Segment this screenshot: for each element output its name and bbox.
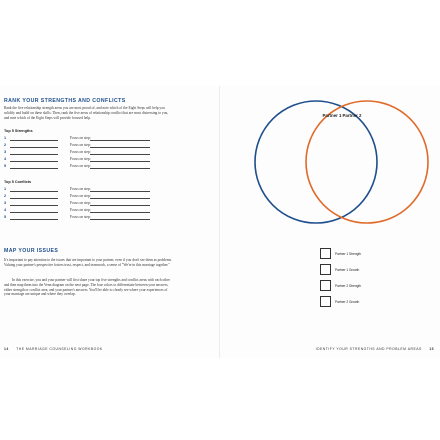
strengths-heading: Top 5 Strengths bbox=[4, 129, 33, 133]
rank-number: 1 bbox=[4, 136, 7, 140]
focus-blank[interactable] bbox=[90, 212, 150, 213]
venn-diagram bbox=[220, 86, 440, 246]
conflict-row bbox=[4, 201, 164, 206]
legend-item bbox=[320, 296, 420, 308]
focus-blank[interactable] bbox=[90, 198, 150, 199]
rank-number: 2 bbox=[4, 194, 7, 198]
partner-1-circle bbox=[255, 101, 377, 223]
rank-instructions: Rank the five relationship strength areas you are most proud of, and note which of the Eight Steps will help you solidify and build on these skills. Then, rank the five areas of relationship conflict that are most distressing to you, and note which of the Eight Steps will provide focused help. bbox=[4, 106, 169, 120]
issues-paragraph-2: In this exercise, you and your partner will first share your top five strengths and conflict areas with each other and then map them into the Venn diagram on the next page. The four colors to differentiate between your answers, either strength or conflict area, and your partner's answers. You'll be able to clearly see where your experiences of your marriage are unique and where they overlap. bbox=[4, 278, 170, 297]
conflict-row bbox=[4, 208, 164, 213]
conflict-row bbox=[4, 187, 164, 192]
focus-label: Focus on step: bbox=[70, 143, 91, 147]
strength-row bbox=[4, 136, 164, 141]
partner-2-circle bbox=[306, 101, 428, 223]
conflicts-heading: Top 5 Conflicts bbox=[4, 180, 32, 184]
conflict-blank[interactable] bbox=[10, 212, 58, 213]
strength-blank[interactable] bbox=[10, 140, 58, 141]
strength-blank[interactable] bbox=[10, 154, 58, 155]
conflict-row bbox=[4, 215, 164, 220]
legend-item bbox=[320, 248, 420, 260]
rank-number: 3 bbox=[4, 201, 7, 205]
rank-heading: RANK YOUR STRENGTHS AND CONFLICTS bbox=[4, 98, 126, 104]
focus-label: Focus on step: bbox=[70, 208, 91, 212]
focus-label: Focus on step: bbox=[70, 194, 91, 198]
legend-checkbox[interactable] bbox=[320, 264, 331, 275]
strength-row bbox=[4, 150, 164, 155]
page-number: 14 bbox=[4, 347, 9, 351]
focus-blank[interactable] bbox=[90, 191, 150, 192]
legend-label: Partner 2 Strength bbox=[335, 284, 362, 288]
page-number: 15 bbox=[429, 347, 434, 351]
legend-item bbox=[320, 264, 420, 276]
conflict-row bbox=[4, 194, 164, 199]
legend-label: Partner 1 Growth bbox=[335, 268, 360, 272]
rank-number: 5 bbox=[4, 164, 7, 168]
focus-label: Focus on step: bbox=[70, 150, 91, 154]
left-page bbox=[0, 86, 220, 358]
focus-blank[interactable] bbox=[90, 219, 150, 220]
partner-1-label: Partner 1 bbox=[322, 113, 342, 118]
conflict-blank[interactable] bbox=[10, 198, 58, 199]
legend-item bbox=[320, 280, 420, 292]
rank-number: 1 bbox=[4, 187, 7, 191]
rank-number: 3 bbox=[4, 150, 7, 154]
focus-blank[interactable] bbox=[90, 154, 150, 155]
legend-label: Partner 2 Growth bbox=[335, 300, 360, 304]
rank-number: 4 bbox=[4, 157, 7, 161]
left-footer bbox=[4, 347, 103, 351]
focus-blank[interactable] bbox=[90, 205, 150, 206]
issues-paragraph-1: It's important to pay attention to the issues that are important to your partner, even if you don't see them as problems. Valuing your partner's perspective fosters trust, respect, and teamwork, a sense of "We're in this marriage together." bbox=[4, 258, 172, 267]
focus-blank[interactable] bbox=[90, 168, 150, 169]
conflict-blank[interactable] bbox=[10, 219, 58, 220]
focus-blank[interactable] bbox=[90, 161, 150, 162]
issues-heading: MAP YOUR ISSUES bbox=[4, 248, 59, 254]
legend-label: Partner 1 Strength bbox=[335, 252, 362, 256]
focus-blank[interactable] bbox=[90, 140, 150, 141]
rank-number: 2 bbox=[4, 143, 7, 147]
legend-checkbox[interactable] bbox=[320, 296, 331, 307]
strength-blank[interactable] bbox=[10, 147, 58, 148]
strength-row bbox=[4, 143, 164, 148]
conflict-blank[interactable] bbox=[10, 205, 58, 206]
book-title: THE MARRIAGE COUNSELING WORKBOOK bbox=[16, 347, 103, 351]
legend-checkbox[interactable] bbox=[320, 248, 331, 259]
focus-label: Focus on step: bbox=[70, 164, 91, 168]
chapter-title: IDENTIFY YOUR STRENGTHS AND PROBLEM AREAS bbox=[315, 347, 422, 351]
rank-number: 4 bbox=[4, 208, 7, 212]
conflict-blank[interactable] bbox=[10, 191, 58, 192]
strength-row bbox=[4, 164, 164, 169]
right-page bbox=[220, 86, 440, 358]
focus-label: Focus on step: bbox=[70, 201, 91, 205]
rank-number: 5 bbox=[4, 215, 7, 219]
partner-2-label: Partner 2 bbox=[342, 113, 362, 118]
strength-row bbox=[4, 157, 164, 162]
book-spread bbox=[0, 86, 440, 358]
legend-checkbox[interactable] bbox=[320, 280, 331, 291]
focus-label: Focus on step: bbox=[70, 157, 91, 161]
focus-blank[interactable] bbox=[90, 147, 150, 148]
focus-label: Focus on step: bbox=[70, 136, 91, 140]
right-footer bbox=[316, 347, 434, 351]
strength-blank[interactable] bbox=[10, 168, 58, 169]
strength-blank[interactable] bbox=[10, 161, 58, 162]
focus-label: Focus on step: bbox=[70, 187, 91, 191]
focus-label: Focus on step: bbox=[70, 215, 91, 219]
